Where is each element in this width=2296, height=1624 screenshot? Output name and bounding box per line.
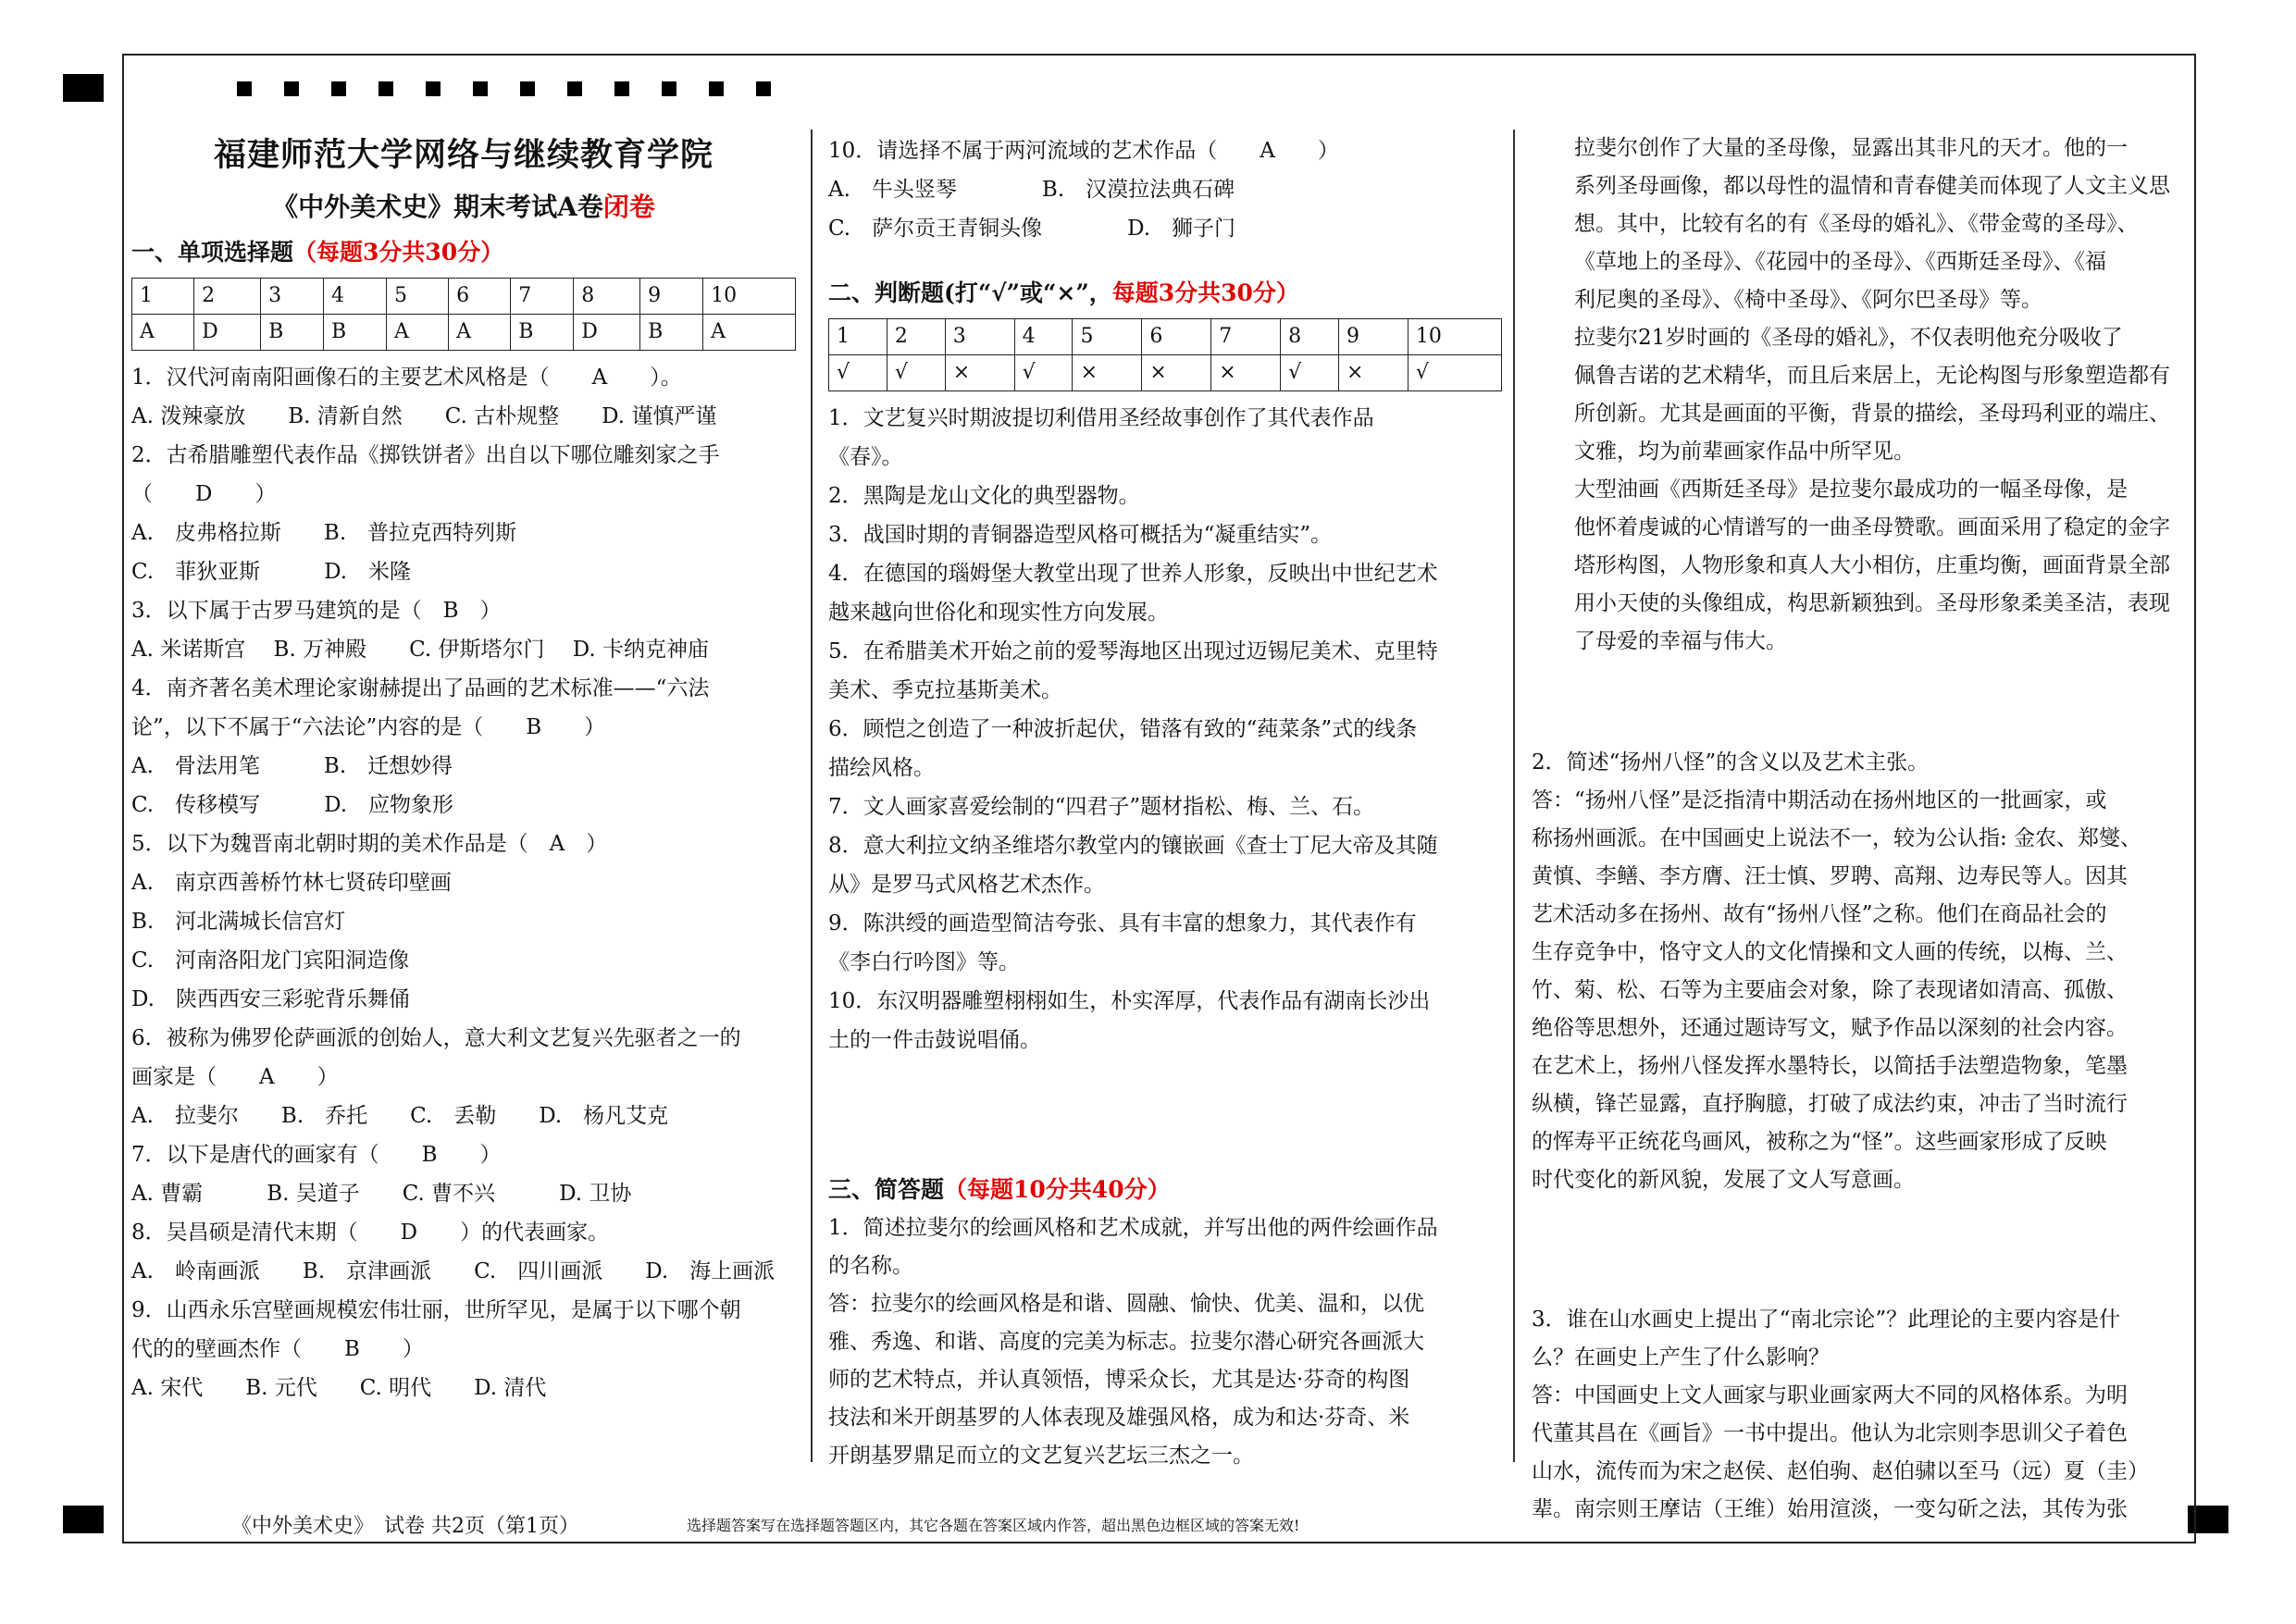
text-line: 生存竞争中，恪守文人的文化情操和文人画的传统，以梅、兰、 (1532, 940, 2128, 964)
table-cell-answer: × (1211, 355, 1281, 391)
text-line: 从》是罗马式风格艺术杰作。 (828, 873, 1105, 897)
exam-title: 《中外美术史》期末考试A卷闭卷 (272, 192, 655, 222)
table-cell-answer: A (386, 315, 448, 351)
text-line: 技法和米开朗基罗的人体表现及雄强风格，成为和达·芬奇、米 (828, 1406, 1410, 1430)
table-cell-number: 4 (1014, 319, 1073, 355)
table-cell-answer: × (1073, 355, 1142, 391)
table-cell-number: 2 (194, 279, 261, 315)
text-line: 8．意大利拉文纳圣维塔尔教堂内的镶嵌画《查士丁尼大帝及其随 (828, 834, 1438, 858)
section-3-title: 三、简答题（每题10分共40分） (828, 1176, 1171, 1203)
table-cell-number: 5 (386, 279, 448, 315)
table-cell-number: 7 (1211, 319, 1281, 355)
table-cell-number: 7 (511, 279, 574, 315)
text-line: 4．南齐著名美术理论家谢赫提出了品画的艺术标准——“六法 (131, 676, 710, 700)
table-cell-number: 4 (324, 279, 387, 315)
text-line: 1．简述拉斐尔的绘画风格和艺术成就，并写出他的两件绘画作品 (828, 1216, 1438, 1240)
table-cell-answer: √ (1014, 355, 1073, 391)
text-line: 土的一件击鼓说唱俑。 (828, 1028, 1041, 1052)
judgement-answer-table (828, 318, 1502, 391)
text-line: 纵横，锋芒显露，直抒胸臆，打破了成法约束，冲击了当时流行 (1532, 1092, 2128, 1116)
text-line: D. 陕西西安三彩驼背乐舞俑 (131, 987, 410, 1011)
table-cell-answer: √ (829, 355, 887, 391)
text-line: 他怀着虔诚的心情谱写的一曲圣母赞歌。画面采用了稳定的金字 (1574, 515, 2170, 539)
text-line: 佩鲁吉诺的艺术精华，而且后来居上，无论构图与形象塑造都有 (1574, 364, 2170, 388)
table-cell-answer: × (945, 355, 1014, 391)
table-cell-number: 10 (703, 279, 796, 315)
text-line: 《李白行吟图》等。 (828, 950, 1020, 974)
choice-answer-table (131, 278, 796, 351)
text-line: 雅、秀逸、和谐、高度的完美为标志。拉斐尔潜心研究各画派大 (828, 1330, 1424, 1354)
table-cell-answer: B (261, 315, 324, 351)
text-line: 10．东汉明器雕塑栩栩如生，朴实浑厚，代表作品有湖南长沙出 (828, 989, 1431, 1013)
table-cell-number: 10 (1408, 319, 1501, 355)
text-line: 3．战国时期的青铜器造型风格可概括为“凝重结实”。 (828, 523, 1333, 547)
text-line: 7．以下是唐代的画家有（ B ） (131, 1143, 502, 1167)
text-line: 《草地上的圣母》、《花园中的圣母》、《西斯廷圣母》、《福 (1574, 250, 2106, 274)
text-line: A. 拉斐尔 B. 乔托 C. 丢勒 D. 杨凡艾克 (131, 1104, 669, 1128)
column-divider (1513, 130, 1515, 1462)
table-cell-number: 9 (640, 279, 703, 315)
registration-mark (63, 1506, 104, 1533)
table-cell-number: 3 (261, 279, 324, 315)
text-line: 用小天使的头像组成，构思新颖独到。圣母形象柔美圣洁，表现 (1574, 591, 2170, 615)
text-line: 开朗基罗鼎足而立的文艺复兴艺坛三杰之一。 (828, 1444, 1254, 1468)
text-line: 文雅，均为前辈画家作品中所罕见。 (1574, 440, 1915, 464)
text-line: 师的艺术特点，并认真领悟，博采众长，尤其是达·芬奇的构图 (828, 1368, 1410, 1392)
section-2-title: 二、判断题(打“√”或“×”，每题3分共30分） (828, 279, 1299, 306)
section-1-questions (131, 358, 796, 1407)
section-1-title: 一、单项选择题（每题3分共30分） (131, 239, 504, 266)
text-line: 拉斐尔21岁时画的《圣母的婚礼》，不仅表明他充分吸收了 (1574, 326, 2123, 350)
text-line: 称扬州画派。在中国画史上说法不一，较为公认指: 金农、郑燮、 (1532, 826, 2142, 850)
text-line: 画家是（ A ） (131, 1065, 339, 1089)
footer-note: 选择题答案写在选择题答题区内，其它各题在答案区域内作答，超出黑色边框区域的答案无效! (687, 1517, 1300, 1534)
text-line: 代的的壁画杰作（ B ） (131, 1337, 424, 1361)
text-line: 5．以下为魏晋南北朝时期的美术作品是（ A ） (131, 832, 608, 856)
text-line: B. 河北满城长信宫灯 (131, 910, 346, 934)
table-cell-answer: √ (1408, 355, 1501, 391)
table-cell-answer: B (511, 315, 574, 351)
table-cell-number: 3 (945, 319, 1014, 355)
text-line: 利尼奥的圣母》、《椅中圣母》、《阿尔巴圣母》等。 (1574, 288, 2042, 312)
table-cell-answer: B (640, 315, 703, 351)
text-line: C. 传移模写 D. 应物象形 (131, 793, 454, 817)
text-line: C. 菲狄亚斯 D. 米隆 (131, 560, 412, 584)
text-line: 5．在希腊美术开始之前的爱琴海地区出现过迈锡尼美术、克里特 (828, 639, 1438, 663)
column-1 (131, 130, 796, 1407)
text-line: 么？在画史上产生了什么影响？ (1532, 1345, 1830, 1370)
column-divider (811, 130, 813, 1462)
text-line: 答：中国画史上文人画家与职业画家两大不同的风格体系。为明 (1532, 1383, 2128, 1407)
column-3 (1532, 130, 2191, 1529)
text-line: 竹、菊、松、石等为主要庙会对象，除了表现诸如清高、孤傲、 (1532, 978, 2128, 1002)
text-line: 1．汉代河南南阳画像石的主要艺术风格是（ A ）。 (131, 366, 682, 390)
raphael-paragraph-2 (1532, 319, 2191, 471)
text-line: A. 岭南画派 B. 京津画派 C. 四川画派 D. 海上画派 (131, 1259, 776, 1283)
table-cell-answer: √ (1281, 355, 1339, 391)
text-line: 《春》。 (828, 445, 903, 469)
text-line: 辈。南宗则王摩诘（王维）始用渲淡，一变勾斫之法，其传为张 (1532, 1497, 2128, 1521)
text-line: 4．在德国的瑙姆堡大教堂出现了世养人形象，反映出中世纪艺术 (828, 562, 1438, 586)
text-line: 大型油画《西斯廷圣母》是拉斐尔最成功的一幅圣母像，是 (1574, 477, 2128, 502)
text-line: 越来越向世俗化和现实性方向发展。 (828, 601, 1169, 625)
text-line: 6．顾恺之创造了一种波折起伏，错落有致的“莼菜条”式的线条 (828, 717, 1418, 741)
text-line: 拉斐尔创作了大量的圣母像，显露出其非凡的天才。他的一 (1574, 136, 2128, 160)
text-line: 艺术活动多在扬州、故有“扬州八怪”之称。他们在商品社会的 (1532, 902, 2107, 926)
text-line: 美术、季克拉基斯美术。 (828, 678, 1062, 702)
text-line: 答：拉斐尔的绘画风格是和谐、圆融、愉快、优美、温和，以优 (828, 1292, 1424, 1316)
table-cell-answer: A (132, 315, 194, 351)
text-line: 1．文艺复兴时期波提切利借用圣经故事创作了其代表作品 (828, 406, 1374, 430)
raphael-paragraph-1 (1532, 130, 2191, 319)
table-cell-answer: B (324, 315, 387, 351)
text-line: C. 萨尔贡王青铜头像 D. 狮子门 (828, 217, 1236, 241)
text-line: 10．请选择不属于两河流域的艺术作品（ A ） (828, 139, 1339, 163)
table-cell-answer: × (1142, 355, 1211, 391)
text-line: 系列圣母画像，都以母性的温情和青春健美而体现了人文主义思 (1574, 174, 2170, 198)
text-line: 8．吴昌硕是清代末期（ D ）的代表画家。 (131, 1221, 610, 1245)
table-cell-number: 6 (1142, 319, 1211, 355)
text-line: 时代变化的新风貌，发展了文人写意画。 (1532, 1168, 1915, 1192)
table-cell-answer: D (574, 315, 640, 351)
table-cell-answer: D (194, 315, 261, 351)
table-cell-number: 5 (1073, 319, 1142, 355)
text-line: 答：“扬州八怪”是泛指清中期活动在扬州地区的一批画家，或 (1532, 788, 2107, 812)
short-answer-1 (828, 1209, 1502, 1475)
text-line: C. 河南洛阳龙门宾阳洞造像 (131, 948, 410, 973)
text-line: A. 皮弗格拉斯 B. 普拉克西特列斯 (131, 521, 517, 545)
footer-page-info: 《中外美术史》 试卷 共2页（第1页） (231, 1515, 579, 1538)
raphael-paragraph-3 (1532, 471, 2191, 661)
text-line: 描绘风格。 (828, 756, 935, 780)
table-cell-number: 1 (132, 279, 194, 315)
text-line: 在艺术上，扬州八怪发挥水墨特长，以简括手法塑造物象，笔墨 (1532, 1054, 2128, 1078)
table-cell-number: 6 (449, 279, 511, 315)
text-line: 的名称。 (828, 1254, 913, 1278)
text-line: 塔形构图，人物形象和真人大小相仿，庄重均衡，画面背景全部 (1574, 553, 2170, 577)
registration-mark (63, 74, 104, 102)
text-line: 2．古希腊雕塑代表作品《掷铁饼者》出自以下哪位雕刻家之手 (131, 443, 720, 467)
text-line: 所创新。尤其是画面的平衡，背景的描绘，圣母玛利亚的端庄、 (1574, 402, 2170, 426)
text-line: A. 牛头竖琴 B. 汉漠拉法典石碑 (828, 178, 1235, 202)
text-line: 想。其中，比较有名的有《圣母的婚礼》、《带金莺的圣母》、 (1574, 212, 2139, 236)
table-cell-answer: A (703, 315, 796, 351)
text-line: 黄慎、李鳝、李方膺、汪士慎、罗聘、高翔、边寿民等人。因其 (1532, 864, 2128, 888)
text-line: A. 宋代 B. 元代 C. 明代 D. 清代 (131, 1376, 547, 1400)
table-cell-number: 8 (1281, 319, 1339, 355)
text-line: 2．简述“扬州八怪”的含义以及艺术主张。 (1532, 750, 1930, 775)
text-line: 2．黑陶是龙山文化的典型器物。 (828, 484, 1140, 508)
text-line: 9．陈洪绶的画造型简洁夸张、具有丰富的想象力，其代表作有 (828, 911, 1417, 936)
table-cell-number: 8 (574, 279, 640, 315)
school-name: 福建师范大学网络与继续教育学院 (213, 136, 714, 174)
text-line: A. 骨法用笔 B. 迁想妙得 (131, 754, 453, 778)
text-line: 山水，流传而为宋之赵侯、赵伯驹、赵伯骕以至马（远）夏（圭） (1532, 1459, 2149, 1483)
table-cell-answer: × (1339, 355, 1409, 391)
table-cell-answer: A (449, 315, 511, 351)
text-line: A. 泼辣豪放 B. 清新自然 C. 古朴规整 D. 谨慎严谨 (131, 404, 717, 428)
text-line: A. 曹霸 B. 吴道子 C. 曹不兴 D. 卫协 (131, 1182, 632, 1206)
text-line: 代董其昌在《画旨》一书中提出。他认为北宗则李思训父子着色 (1532, 1421, 2128, 1445)
column-2 (828, 130, 1502, 1475)
table-cell-number: 1 (829, 319, 887, 355)
table-cell-answer: √ (887, 355, 945, 391)
table-cell-number: 2 (887, 319, 945, 355)
text-line: 3．以下属于古罗马建筑的是（ B ） (131, 599, 502, 623)
text-line: 了母爱的幸福与伟大。 (1574, 629, 1787, 653)
section-2-questions (828, 399, 1502, 1060)
question-10 (828, 131, 1502, 248)
short-answer-3 (1532, 1301, 2191, 1529)
text-line: 的恽寿平正统花鸟画风，被称之为“怪”。这些画家形成了反映 (1532, 1130, 2107, 1154)
text-line: 3．谁在山水画史上提出了“南北宗论”？此理论的主要内容是什 (1532, 1308, 2121, 1332)
text-line: 9．山西永乐宫壁画规模宏伟壮丽，世所罕见，是属于以下哪个朝 (131, 1298, 741, 1322)
text-line: 6．被称为佛罗伦萨画派的创始人，意大利文艺复兴先驱者之一的 (131, 1026, 741, 1050)
text-line: 绝俗等思想外，还通过题诗写文，赋予作品以深刻的社会内容。 (1532, 1016, 2128, 1040)
table-cell-number: 9 (1339, 319, 1409, 355)
text-line: A. 南京西善桥竹林七贤砖印壁画 (131, 871, 452, 895)
text-line: （ D ） (131, 482, 277, 506)
short-answer-2 (1532, 744, 2191, 1199)
text-line: 论”，以下不属于“六法论”内容的是（ B ） (131, 715, 606, 739)
text-line: 7．文人画家喜爱绘制的“四君子”题材指松、梅、兰、石。 (828, 795, 1375, 819)
text-line: A. 米诺斯宫 B. 万神殿 C. 伊斯塔尔门 D. 卡纳克神庙 (131, 638, 710, 662)
